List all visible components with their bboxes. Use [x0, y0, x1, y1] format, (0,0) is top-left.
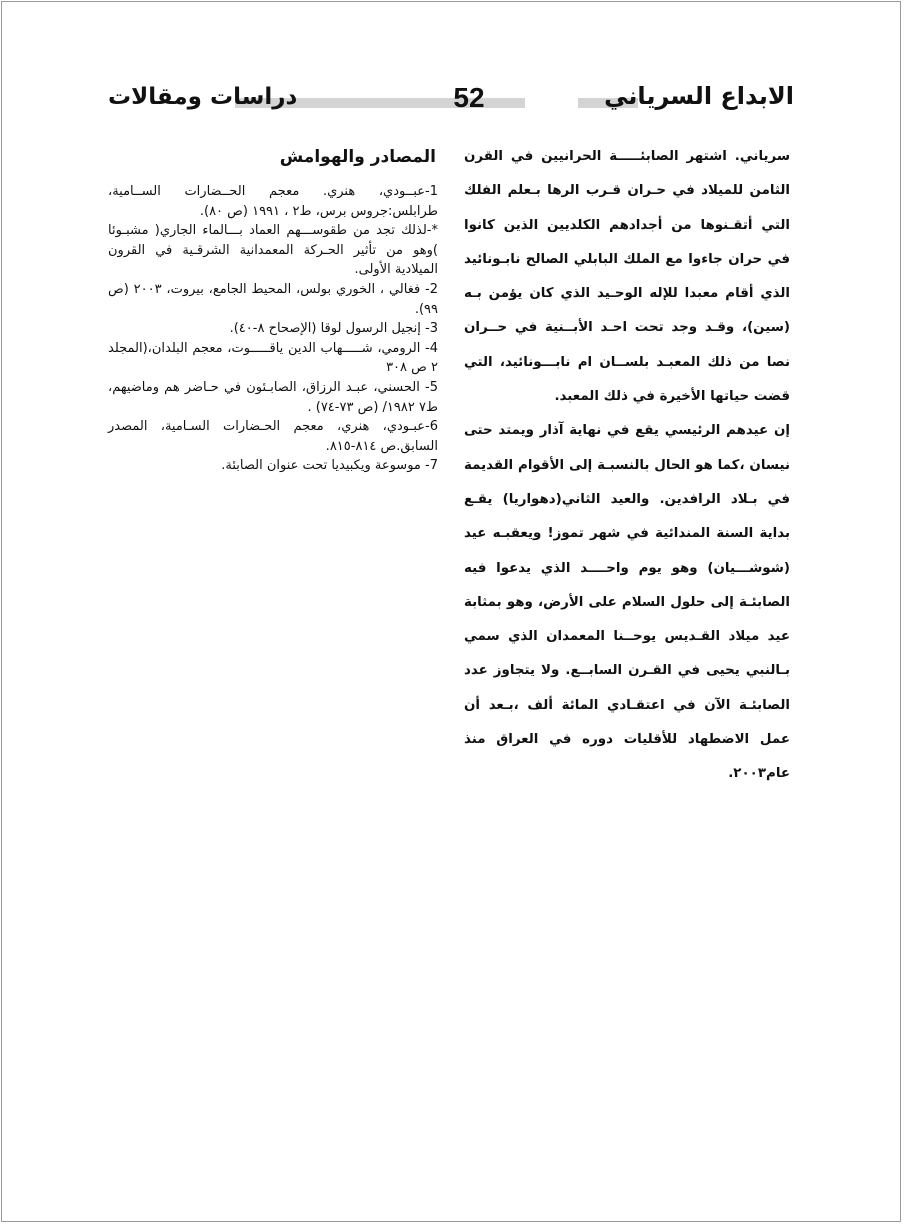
magazine-title: الابداع السرياني [604, 82, 794, 110]
reference-item: *-لذلك تجد من طقوســـهم العماد بـــالماء الجاري( مشبـوئا )وهو من تأثير الحـركة المعمدانية الشرقـية في القرون الميلادية الأولى. [108, 223, 438, 278]
reference-item: 1-عبــودي، هنري. معجم الحــضارات الســامية، طرابلس:جروس برس، ط٢ ، ١٩٩١ (ص ٨٠). [108, 184, 438, 219]
reference-item: 3- إنجيل الرسول لوقا (الإصحاح ٨-٤٠). [229, 321, 438, 337]
article-paragraph-2: إن عيدهم الرئيسي يقع في نهاية آذار ويمتد حتى نيسان ،كما هو الحال بالنسبـة إلى الأقوام القديمة في بـلاد الرافدين. والعيد الثاني(دهواريا) يقـع بداية السنة المندائية في شهر تموز! ويعقبـه عيد (شوشـــيان) وهو يوم واحــــد الذي يدعوا فيه الصابئـة إلى حلول السلام على الأرض، وهو بمثابة عيد ميلاد القـديس يوحــنا المعمدان الذي سمي بـالنبي يحيى في القـرن السابــع. ولا يتجاوز عدد الصابئـة الآن في اعتقـادي المائة ألف ،بـعد أن عمل الاضطهاد للأقليات دوره في العراق منذ عام٢٠٠٣. [464, 423, 790, 782]
reference-item: 4- الرومي، شـــــهاب الدين ياقـــــوت، معجم البلدان،(المجلد ٢ ص ٣٠٨ [108, 340, 438, 376]
reference-item: 6-عبـودي، هنري، معجم الحـضارات السـامية، المصدر السابق.ص ٨١٤-٨١٥. [108, 419, 438, 454]
article-paragraph-1: سرياني. اشتهر الصابئـــــة الحرانيين في القرن الثامن للميلاد في حـران قـرب الرها بـعلم الفلك التي أتقـنوها من أجدادهم الكلديين الذين كانوا في حران جاءوا مع الملك البابلي الصالح نابـونائيد الذي أقام معبدا للإله الوحـيد الذي كان يؤمن بـه (سين)، وقـد وجد تحت احـد الأبــنية في حــران نصا من ذلك المعبـد بلســان ام نابـــونائيد، التي قضت حياتها الأخيرة في ذلك المعبد. [464, 149, 790, 405]
page-number: 52 [453, 82, 485, 113]
reference-item: 2- فغالي ، الخوري بولس، المحيط الجامع، بيروت، ٢٠٠٣ (ص ٩٩). [108, 281, 438, 317]
reference-item: 5- الحسني، عبـد الرزاق، الصابـئون في حـاضر هم وماضيهم، ط٧ ١٩٨٢/ (ص ٧٣-٧٤) . [108, 379, 438, 415]
section-title: دراسات ومقالات [108, 84, 298, 110]
page-header [100, 82, 800, 122]
references-heading: المصادر والهوامش [279, 147, 436, 167]
references-list [108, 182, 438, 476]
reference-item: 7- موسوعة ويكبيديا تحت عنوان الصابئة. [221, 458, 438, 474]
article-column [464, 140, 790, 792]
references-column [108, 140, 438, 476]
